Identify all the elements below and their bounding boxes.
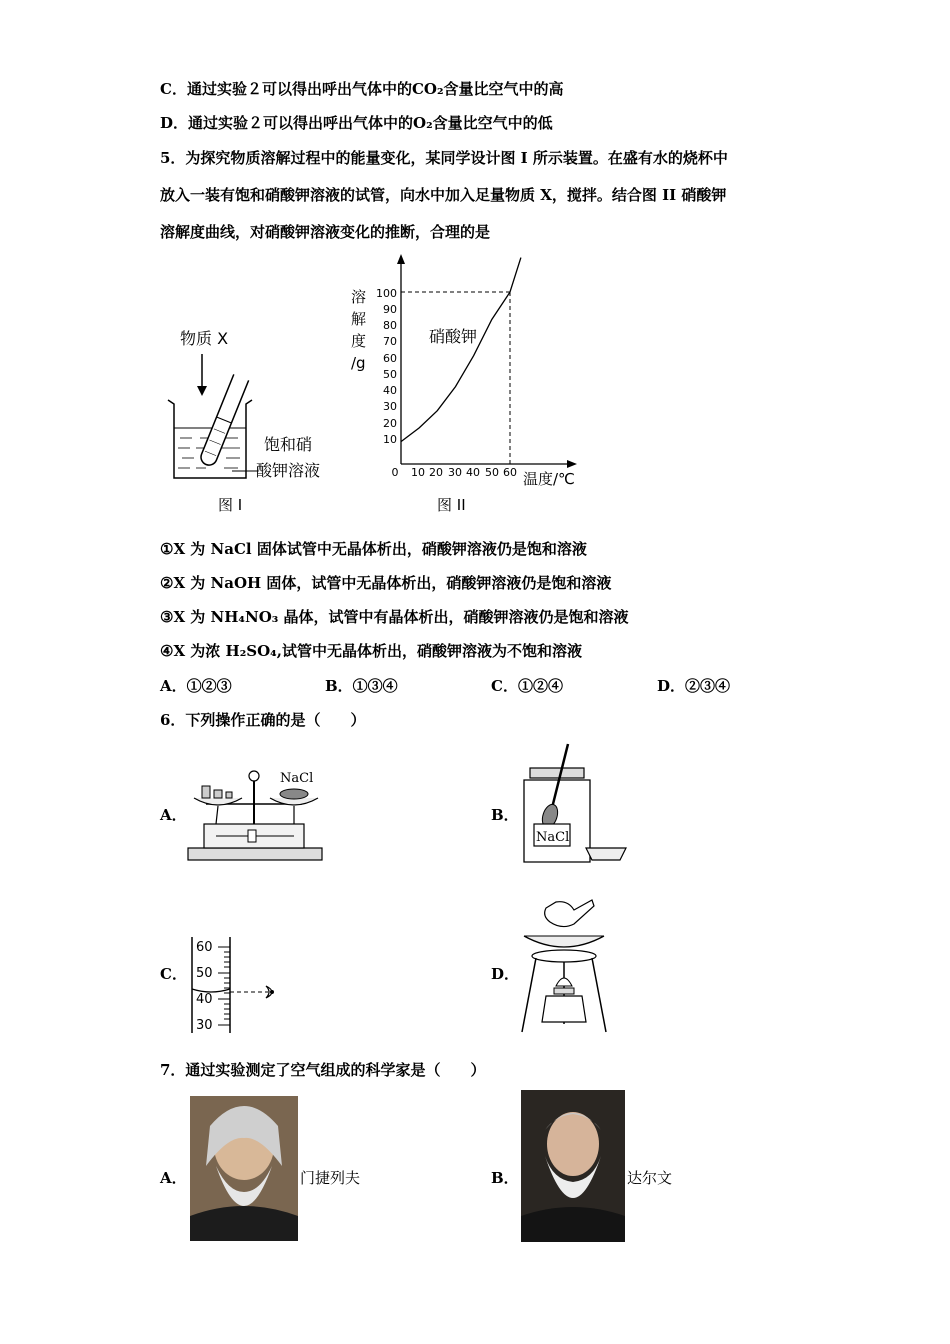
y-tick-label: 50 — [383, 368, 397, 381]
y-tick-label: 60 — [383, 352, 397, 365]
q7-option-b-letter[interactable]: B． — [491, 1169, 519, 1187]
q5-option-d[interactable]: D．②③④ — [657, 677, 731, 695]
test-tube-icon — [199, 374, 249, 467]
q4-option-d: D．通过实验２可以得出呼出气体中的O₂含量比空气中的低 — [160, 114, 553, 132]
q5-option-b[interactable]: B．①③④ — [325, 677, 398, 695]
y-tick-label: 40 — [383, 384, 397, 397]
y-label-char: /g — [351, 354, 366, 372]
darwin-portrait[interactable] — [521, 1090, 625, 1242]
solution-label-1: 饱和硝 — [264, 435, 313, 454]
q5-statement-1: ①X 为 NaCl 固体试管中无晶体析出，硝酸钾溶液仍是饱和溶液 — [160, 540, 587, 558]
evaporating-dish-on-tripod-icon — [516, 898, 616, 1036]
q6-option-b-letter[interactable]: B． — [491, 806, 519, 824]
y-label-char: 度 — [351, 332, 367, 350]
q6-option-a-letter[interactable]: A． — [160, 806, 187, 824]
y-tick-label: 10 — [383, 433, 397, 446]
y-tick-label: 30 — [383, 400, 397, 413]
q7-stem: 7．通过实验测定了空气组成的科学家是（ ） — [160, 1061, 486, 1079]
figure-1-beaker-apparatus — [160, 320, 350, 520]
hand-icon — [545, 900, 594, 927]
x-tick-label: 30 — [448, 466, 462, 479]
curve-label: 硝酸钾 — [429, 327, 478, 346]
figure-1-caption: 图 I — [218, 496, 243, 514]
figure-2-solubility-chart — [345, 250, 595, 520]
q7-name-a: 门捷列夫 — [300, 1169, 361, 1187]
y-axis-arrow-icon — [397, 254, 405, 264]
solubility-curve — [401, 258, 521, 442]
x-tick-label: 10 — [411, 466, 425, 479]
q5-stem-line-2: 放入一装有饱和硝酸钾溶液的试管，向水中加入足量物质 X，搅拌。结合图 II 硝酸钾 — [160, 186, 727, 204]
balance-scale-icon — [186, 764, 326, 864]
x-tick-label: 0 — [391, 466, 399, 479]
bottle-nacl-label: NaCl — [536, 830, 570, 845]
q5-statement-2: ②X 为 NaOH 固体，试管中无晶体析出，硝酸钾溶液仍是饱和溶液 — [160, 574, 612, 592]
mendeleev-portrait[interactable] — [190, 1096, 298, 1241]
substance-x-label: 物质 X — [180, 329, 229, 348]
x-tick-label: 20 — [429, 466, 443, 479]
y-tick-label: 80 — [383, 319, 397, 332]
cylinder-tick-label: 50 — [196, 966, 213, 981]
y-tick-label: 70 — [383, 335, 397, 348]
x-tick-label: 50 — [485, 466, 499, 479]
q7-name-b: 达尔文 — [627, 1169, 673, 1187]
graduated-cylinder-icon — [190, 935, 290, 1035]
y-tick-label: 20 — [383, 417, 397, 430]
q5-stem-line-3: 溶解度曲线，对硝酸钾溶液变化的推断，合理的是 — [160, 223, 491, 241]
y-label-char: 溶 — [351, 288, 367, 306]
x-axis-label: 温度/℃ — [523, 470, 575, 488]
solution-label-2: 酸钾溶液 — [256, 461, 321, 480]
q6-option-c-letter[interactable]: C． — [160, 965, 187, 983]
y-tick-label: 100 — [376, 287, 397, 300]
q5-option-c[interactable]: C．①②④ — [491, 677, 563, 695]
x-axis-arrow-icon — [567, 460, 577, 468]
x-tick-label: 40 — [466, 466, 480, 479]
y-tick-label: 90 — [383, 303, 397, 316]
y-label-char: 解 — [351, 310, 367, 328]
q4-option-c: C．通过实验２可以得出呼出气体中的CO₂含量比空气中的高 — [160, 80, 564, 98]
alcohol-lamp-icon — [542, 996, 586, 1022]
arrow-head-icon — [197, 386, 207, 396]
cylinder-tick-label: 30 — [196, 1018, 213, 1033]
flame-icon — [556, 978, 572, 986]
figure-2-caption: 图 II — [437, 496, 466, 514]
q5-stem-line-1: 5．为探究物质溶解过程中的能量变化，某同学设计图 I 所示装置。在盛有水的烧杯中 — [160, 149, 728, 167]
x-tick-label: 60 — [503, 466, 517, 479]
cylinder-tick-label: 60 — [196, 940, 213, 955]
cylinder-tick-label: 40 — [196, 992, 213, 1007]
q6-stem: 6．下列操作正确的是（ ） — [160, 711, 366, 729]
balance-nacl-label: NaCl — [280, 771, 314, 786]
q6-option-d-letter[interactable]: D． — [491, 965, 520, 983]
reagent-bottle-icon — [516, 740, 631, 870]
q5-statement-3: ③X 为 NH₄NO₃ 晶体，试管中有晶体析出，硝酸钾溶液仍是饱和溶液 — [160, 608, 629, 626]
q5-statement-4: ④X 为浓 H₂SO₄,试管中无晶体析出，硝酸钾溶液为不饱和溶液 — [160, 642, 582, 660]
q7-option-a-letter[interactable]: A． — [160, 1169, 187, 1187]
q5-option-a[interactable]: A．①②③ — [160, 677, 232, 695]
